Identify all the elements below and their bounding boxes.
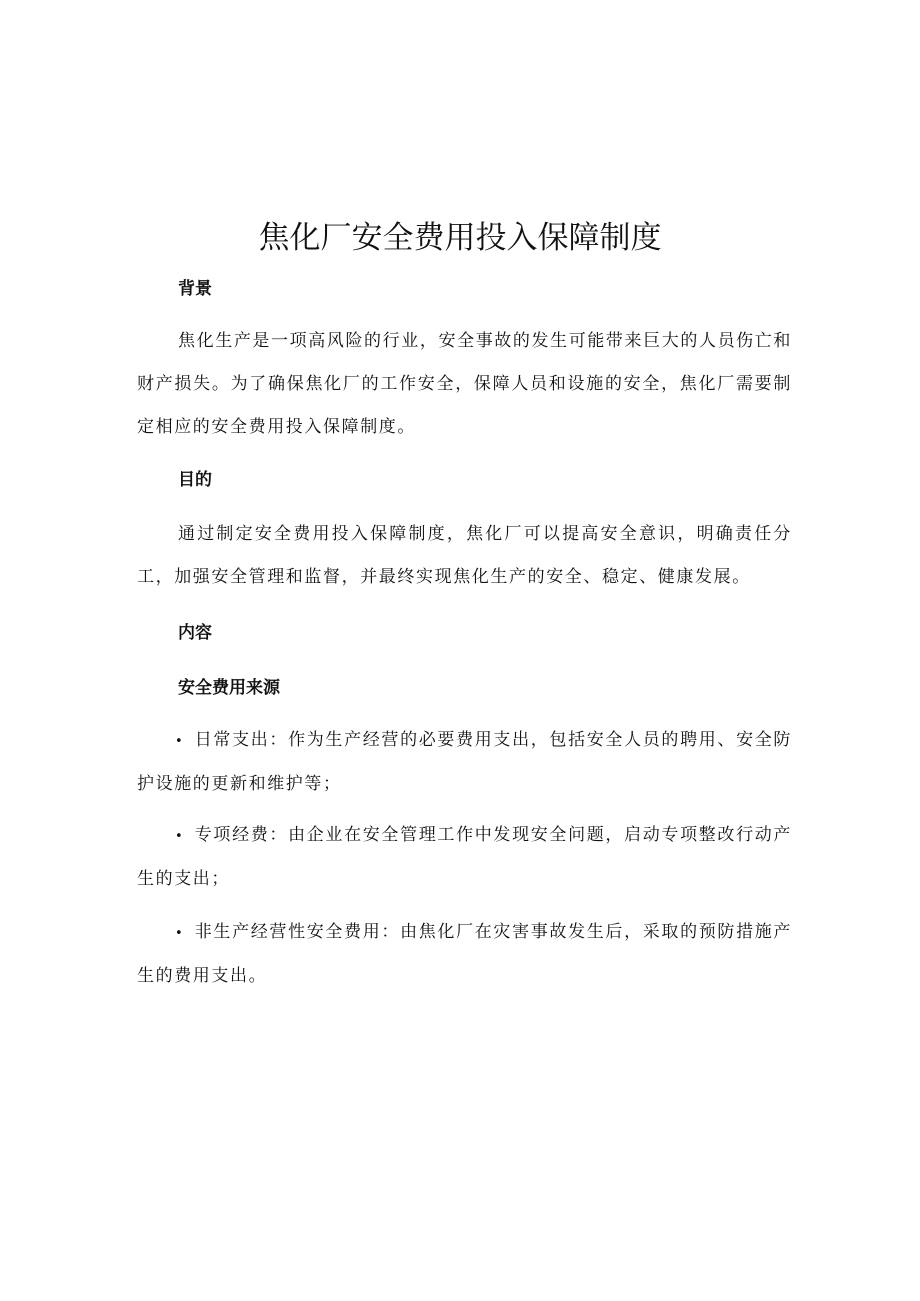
section-heading-sources: 安全费用来源 — [178, 678, 280, 698]
purpose-paragraph: 通过制定安全费用投入保障制度，焦化厂可以提高安全意识，明确责任分工，加强安全管理和监督，并最终实现焦化生产的安全、稳定、健康发展。 — [137, 524, 792, 587]
list-item-text: 日常支出：作为生产经营的必要费用支出，包括安全人员的聘用、安全防护设施的更新和维护等； — [137, 730, 792, 794]
section-heading-background: 背景 — [178, 279, 212, 299]
section-heading-purpose: 目的 — [178, 470, 212, 490]
list-item — [137, 814, 792, 901]
bullet-icon: • — [175, 926, 183, 941]
background-paragraph: 焦化生产是一项高风险的行业，安全事故的发生可能带来巨大的人员伤亡和财产损失。为了确保焦化厂的工作安全，保障人员和设施的安全，焦化厂需要制定相应的安全费用投入保障制度。 — [137, 331, 792, 437]
document-title: 焦化厂安全费用投入保障制度 — [258, 220, 662, 256]
section-heading-content: 内容 — [178, 623, 212, 643]
list-item-text: 非生产经营性安全费用：由焦化厂在灾害事故发生后，采取的预防措施产生的费用支出。 — [137, 922, 792, 986]
list-item — [137, 911, 792, 998]
bullet-icon: • — [175, 734, 183, 749]
list-item-text: 专项经费：由企业在安全管理工作中发现安全问题，启动专项整改行动产生的支出； — [137, 825, 792, 889]
bullet-icon: • — [175, 829, 183, 844]
list-item — [137, 719, 792, 806]
